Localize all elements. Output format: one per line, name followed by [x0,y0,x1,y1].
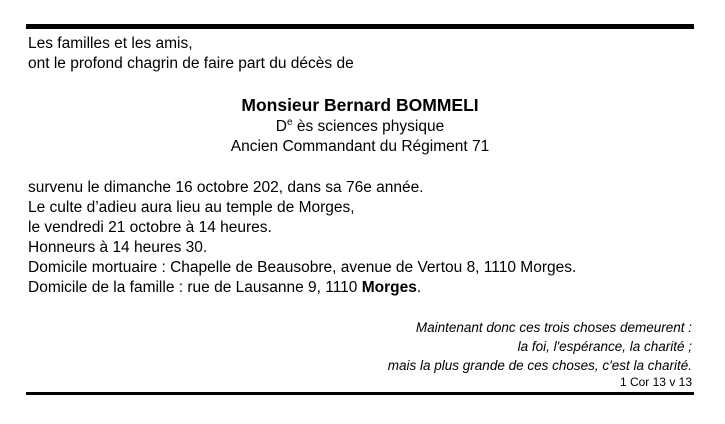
degree-prefix: D [275,118,287,135]
deceased-name: Monsieur Bernard BOMMELI [241,95,479,115]
family-address-end: . [416,279,422,296]
deceased-degree [26,117,694,137]
details-line-6 [28,278,576,298]
details-line-5: Domicile mortuaire : Chapelle de Beausobre, avenue de Vertou 8, 1110 Morges. [28,259,577,276]
details-line-1: survenu le dimanche 16 octobre 202, dans sa 76e année. [28,179,424,196]
deceased-role: Ancien Commandant du Régiment 71 [230,138,490,155]
quote-line-2: la foi, l'espérance, la charité ; [517,339,692,354]
scripture-quote [388,318,692,390]
intro-line-2: ont le profond chagrin de faire part du décès de [28,55,354,72]
quote-line-3: mais la plus grande de ces choses, c'est la charité. [387,358,692,373]
intro-text [28,34,354,74]
family-town: Morges [361,279,417,296]
quote-line-1: Maintenant donc ces trois choses demeurent : [415,320,692,335]
family-address: Domicile de la famille : rue de Lausanne 9, 1110 [28,279,362,296]
details-line-2: Le culte d’adieu aura lieu au temple de Morges, [28,199,355,216]
quote-reference: 1 Cor 13 v 13 [619,375,692,389]
details-line-4: Honneurs à 14 heures 30. [28,239,208,256]
top-border-rule [26,24,694,29]
details-line-3: le vendredi 21 octobre à 14 heures. [28,219,272,236]
degree-rest: ès sciences physique [292,118,445,135]
degree-superscript: e [287,116,293,128]
deceased-block [26,93,694,157]
intro-line-1: Les familles et les amis, [28,35,193,52]
bottom-border-rule [26,392,694,395]
details-text [28,178,576,298]
